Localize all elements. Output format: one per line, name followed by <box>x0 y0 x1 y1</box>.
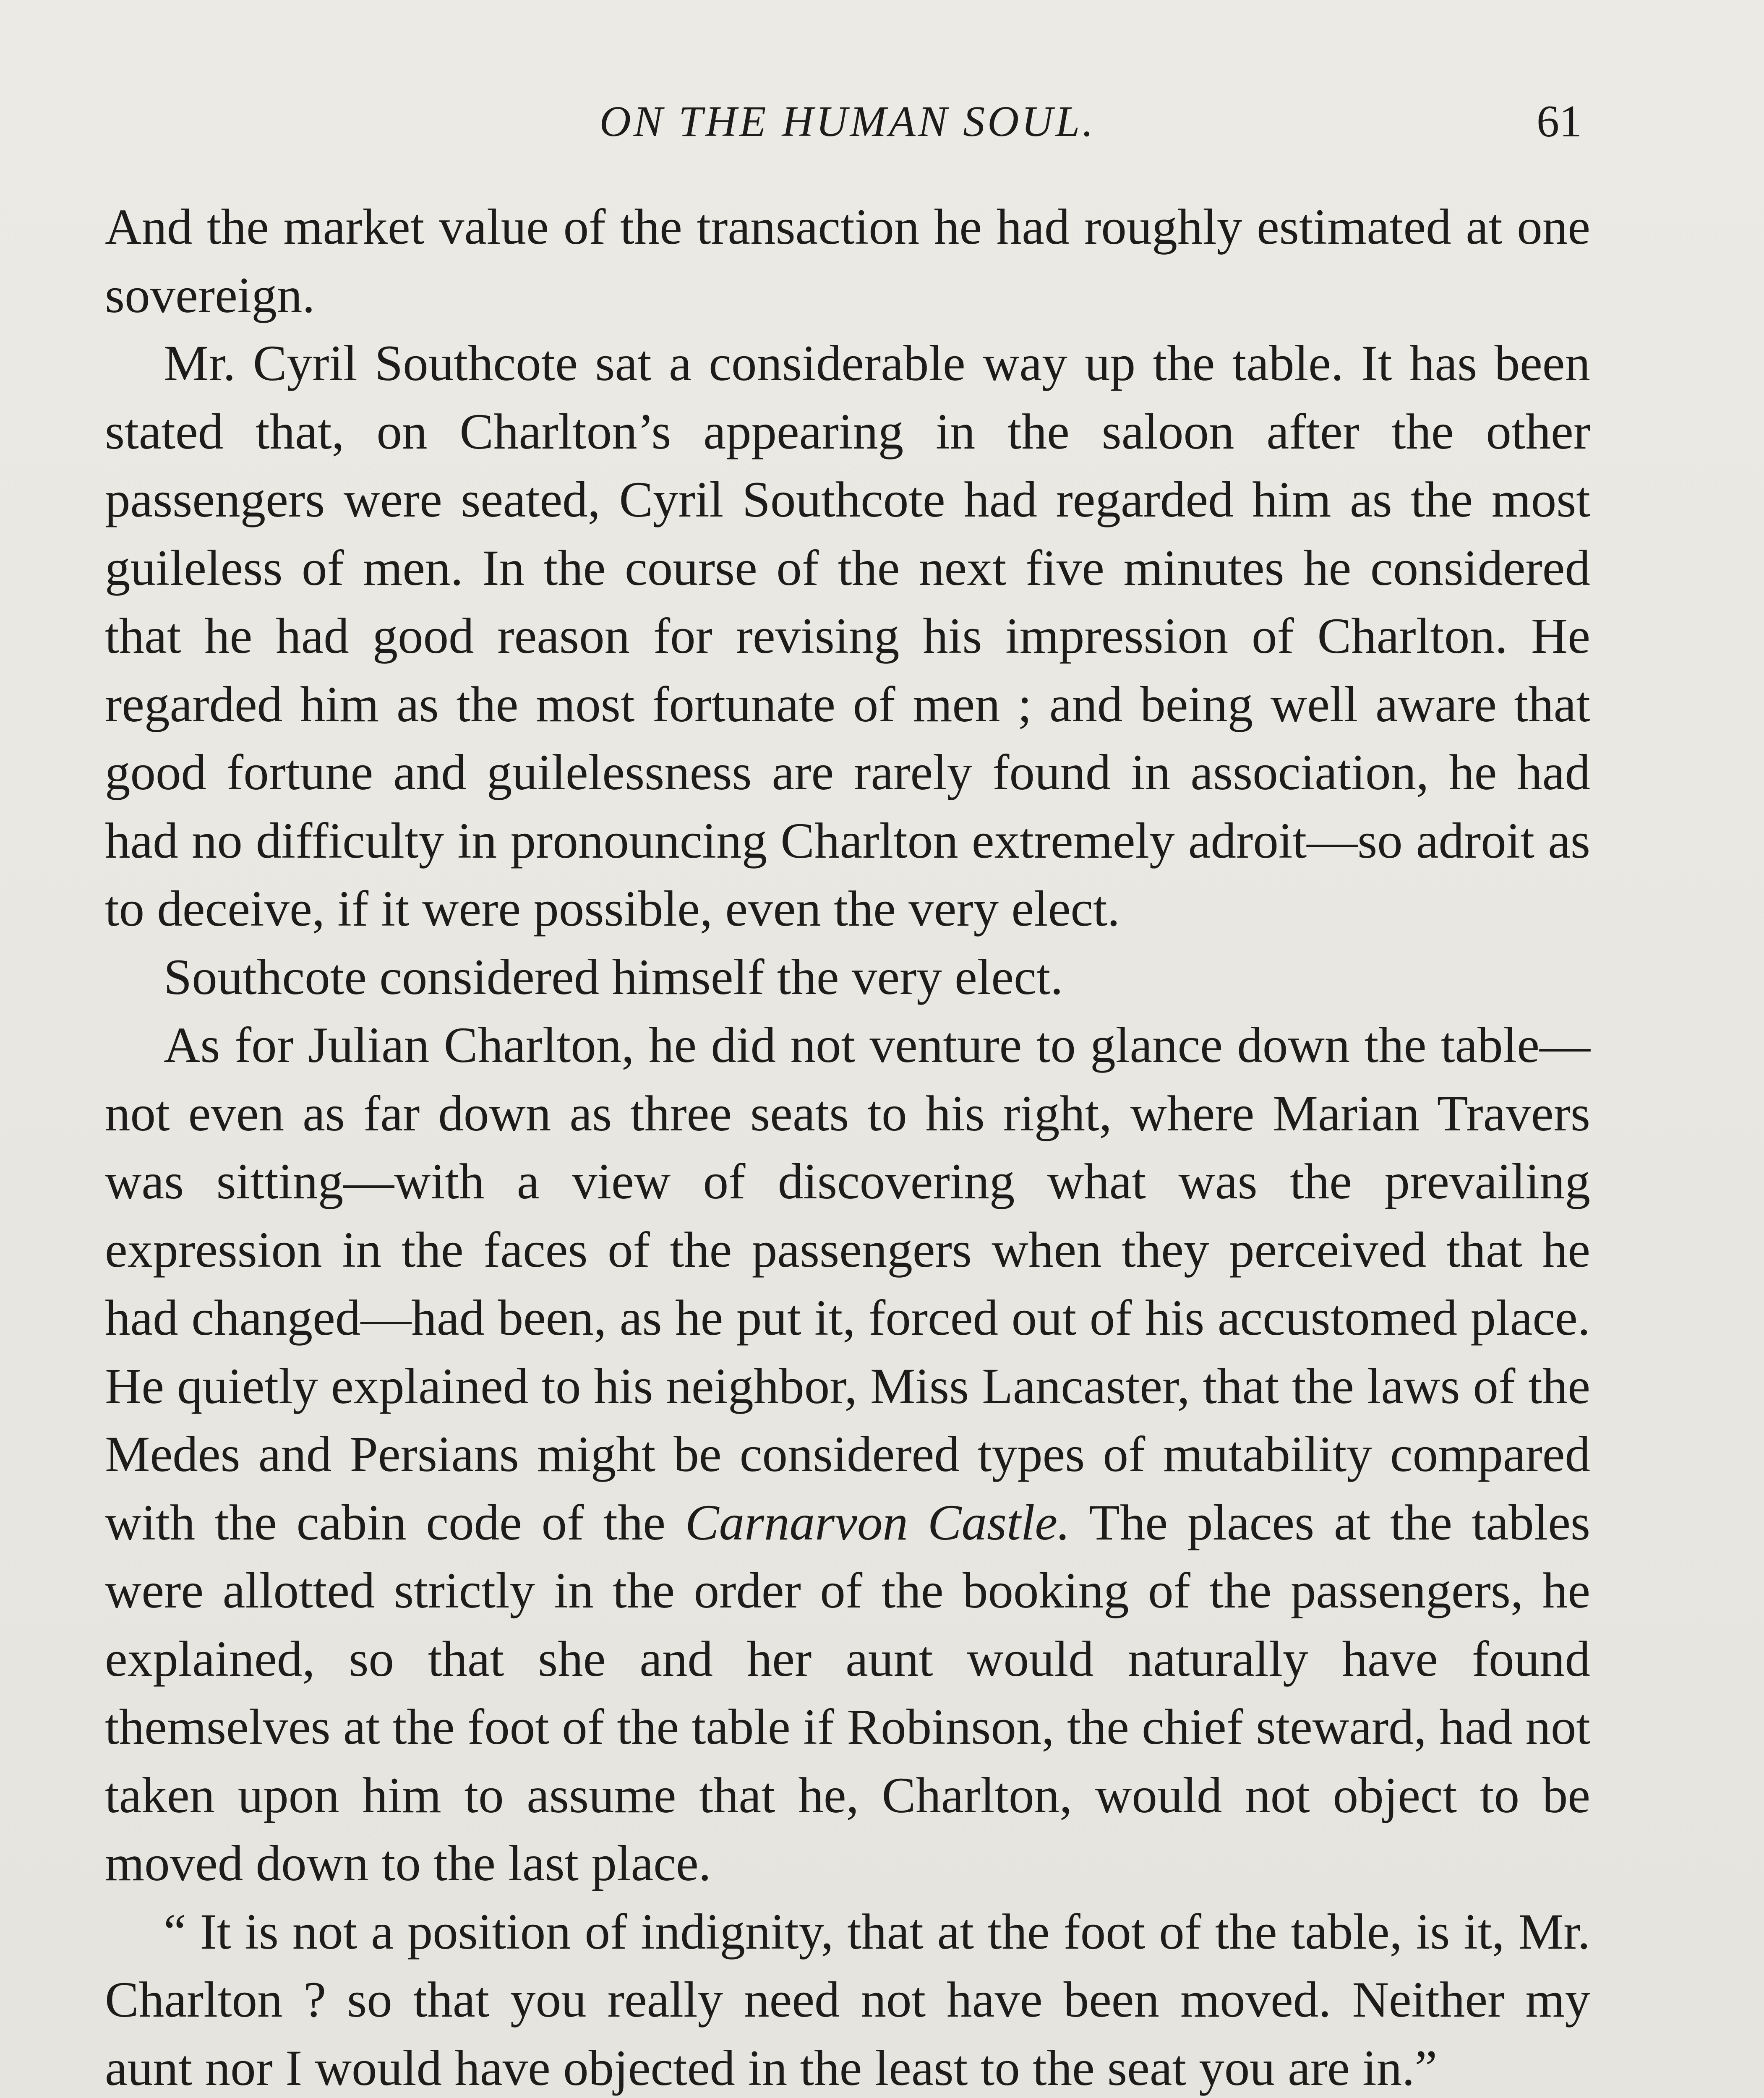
paragraph-4 <box>105 1011 1590 1898</box>
page-number: 61 <box>1537 97 1582 146</box>
paragraph-3: Southcote considered himself the very elect. <box>164 949 1063 1005</box>
ship-name: Carnarvon Castle. <box>685 1494 1070 1551</box>
page-header <box>105 84 1590 159</box>
paragraph-1: And the market value of the transaction he had roughly estimated at one sovereign. <box>105 199 1590 324</box>
paragraph-4-continuation: The places at the tables were allotted strictly in the order of the booking of the passengers, he explained, so that she and her aunt would naturally have found themselves at the foot of the table if Robinson, the chief steward, had not taken upon him to assume that he, Charlton, would not object to be moved down to the last place. <box>105 1494 1590 1892</box>
paragraph-4-text: As for Julian Charlton, he did not venture to glance down the table—not even as far down as three seats to his right, where Marian Travers was sitting—with a view of discovering what was the prevailing expression in the faces of the passengers when they perceived that he had changed—had been, as he put it, forced out of his accustomed place. He quietly explained to his neighbor, Miss Lancaster, that the laws of the Medes and Persians might be considered types of mutability compared with the cabin code of the <box>105 1017 1590 1551</box>
paragraph-2: Mr. Cyril Southcote sat a considerable way up the table. It has been stated that, on Charlton’s appearing in the saloon after the other passengers were seated, Cyril Southcote had regarded him as the most guileless of men. In the course of the next five minutes he considered that he had good reason for revising his impression of Charlton. He regarded him as the most fortunate of men ; and being well aware that good fortune and guilelessness are rarely found in association, he had had no difficulty in pronouncing Charlton extremely adroit—so adroit as to deceive, if it were possible, even the very elect. <box>105 335 1590 937</box>
paragraph-5: “ It is not a position of indignity, that at the foot of the table, is it, Mr. Charlton ? so that you really need not have been moved. Neither my aunt nor I would have objected in the least to the seat you are in.” <box>105 1903 1590 2096</box>
body-text <box>105 193 1590 2098</box>
running-head: ON THE HUMAN SOUL. <box>599 97 1096 146</box>
